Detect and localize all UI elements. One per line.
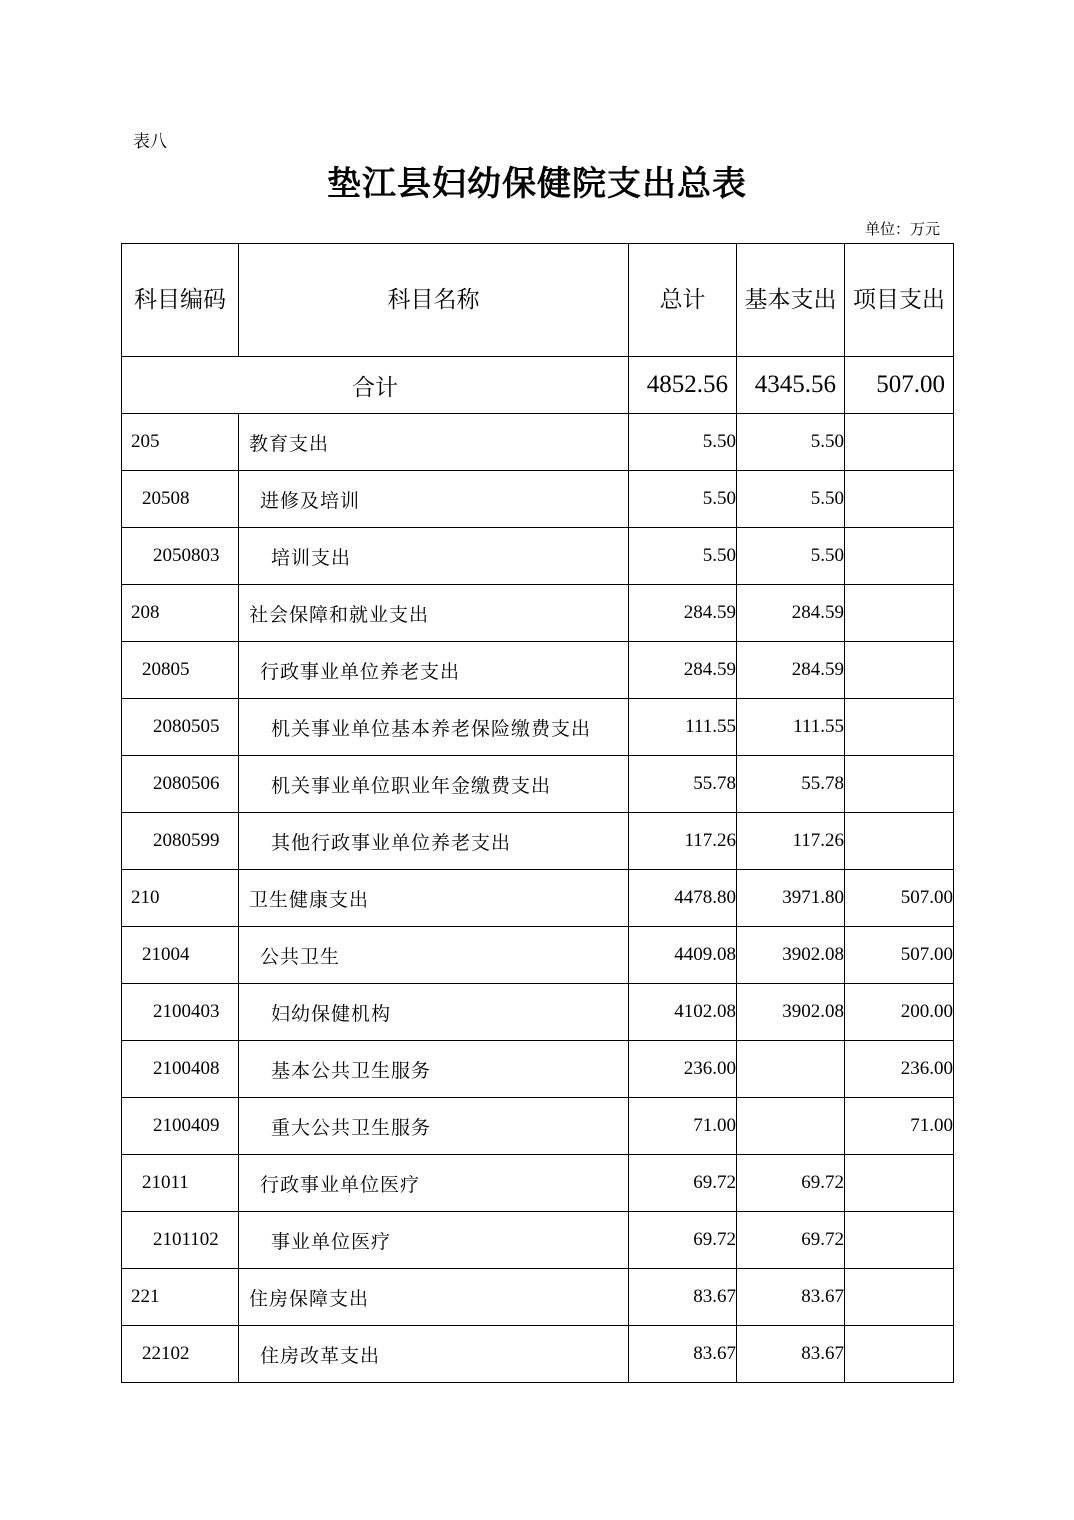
row-project: 507.00: [845, 927, 954, 984]
row-name: 重大公共卫生服务: [239, 1098, 629, 1155]
summary-basic: 4345.56: [737, 357, 845, 414]
row-code: 2080599: [122, 813, 239, 870]
document-title: 垫江县妇幼保健院支出总表: [327, 164, 747, 204]
row-total: 236.00: [629, 1041, 737, 1098]
row-total: 4409.08: [629, 927, 737, 984]
row-name: 事业单位医疗: [239, 1212, 629, 1269]
row-project: [845, 756, 954, 813]
row-total: 5.50: [629, 471, 737, 528]
row-code: 21011: [122, 1155, 239, 1212]
table-header-row: [122, 244, 954, 357]
row-basic: 3902.08: [737, 984, 845, 1041]
row-project: 236.00: [845, 1041, 954, 1098]
row-basic: [737, 1041, 845, 1098]
row-total: 71.00: [629, 1098, 737, 1155]
table-row: [122, 813, 954, 870]
table-row: [122, 414, 954, 471]
table-row: [122, 1269, 954, 1326]
row-project: [845, 471, 954, 528]
row-total: 5.50: [629, 414, 737, 471]
row-basic: 284.59: [737, 585, 845, 642]
row-code: 2100409: [122, 1098, 239, 1155]
row-code: 2100408: [122, 1041, 239, 1098]
row-total: 69.72: [629, 1155, 737, 1212]
row-project: [845, 528, 954, 585]
row-project: [845, 585, 954, 642]
row-basic: 5.50: [737, 414, 845, 471]
row-code: 22102: [122, 1326, 239, 1383]
row-total: 69.72: [629, 1212, 737, 1269]
row-name: 培训支出: [239, 528, 629, 585]
row-code: 20805: [122, 642, 239, 699]
row-total: 284.59: [629, 642, 737, 699]
row-basic: 111.55: [737, 699, 845, 756]
row-project: 200.00: [845, 984, 954, 1041]
expenditure-table: [121, 243, 954, 1383]
row-code: 21004: [122, 927, 239, 984]
row-basic: [737, 1098, 845, 1155]
table-row: [122, 1041, 954, 1098]
table-number-label: 表八: [133, 132, 167, 152]
summary-label: 合计: [122, 357, 629, 414]
row-basic: 55.78: [737, 756, 845, 813]
row-name: 公共卫生: [239, 927, 629, 984]
row-total: 83.67: [629, 1269, 737, 1326]
table-row: [122, 1098, 954, 1155]
header-total: 总计: [629, 244, 737, 357]
row-basic: 83.67: [737, 1326, 845, 1383]
header-project: 项目支出: [845, 244, 954, 357]
row-code: 210: [122, 870, 239, 927]
row-code: 221: [122, 1269, 239, 1326]
row-basic: 284.59: [737, 642, 845, 699]
header-name: 科目名称: [239, 244, 629, 357]
row-project: [845, 699, 954, 756]
row-name: 住房改革支出: [239, 1326, 629, 1383]
row-project: [845, 1269, 954, 1326]
row-basic: 117.26: [737, 813, 845, 870]
row-name: 机关事业单位基本养老保险缴费支出: [239, 699, 629, 756]
row-code: 2080505: [122, 699, 239, 756]
row-name: 行政事业单位医疗: [239, 1155, 629, 1212]
row-code: 2050803: [122, 528, 239, 585]
row-basic: 69.72: [737, 1212, 845, 1269]
row-project: [845, 1212, 954, 1269]
row-basic: 5.50: [737, 528, 845, 585]
row-basic: 5.50: [737, 471, 845, 528]
header-basic: 基本支出: [737, 244, 845, 357]
table-row: [122, 927, 954, 984]
table-row: [122, 756, 954, 813]
row-total: 111.55: [629, 699, 737, 756]
row-total: 117.26: [629, 813, 737, 870]
table-row: [122, 642, 954, 699]
row-name: 进修及培训: [239, 471, 629, 528]
row-code: 20508: [122, 471, 239, 528]
table-row: [122, 1326, 954, 1383]
row-project: [845, 813, 954, 870]
summary-row: [122, 357, 954, 414]
row-name: 教育支出: [239, 414, 629, 471]
table-row: [122, 528, 954, 585]
row-code: 2101102: [122, 1212, 239, 1269]
header-code: 科目编码: [122, 244, 239, 357]
row-project: [845, 1326, 954, 1383]
row-total: 4478.80: [629, 870, 737, 927]
table-row: [122, 984, 954, 1041]
row-basic: 3902.08: [737, 927, 845, 984]
summary-total: 4852.56: [629, 357, 737, 414]
row-name: 社会保障和就业支出: [239, 585, 629, 642]
row-basic: 83.67: [737, 1269, 845, 1326]
row-name: 行政事业单位养老支出: [239, 642, 629, 699]
row-project: [845, 414, 954, 471]
summary-project: 507.00: [845, 357, 954, 414]
row-code: 205: [122, 414, 239, 471]
table-row: [122, 699, 954, 756]
row-name: 其他行政事业单位养老支出: [239, 813, 629, 870]
row-project: [845, 1155, 954, 1212]
row-total: 83.67: [629, 1326, 737, 1383]
table-row: [122, 870, 954, 927]
table-row: [122, 471, 954, 528]
row-project: 507.00: [845, 870, 954, 927]
row-code: 2080506: [122, 756, 239, 813]
table-row: [122, 1155, 954, 1212]
row-code: 2100403: [122, 984, 239, 1041]
row-name: 住房保障支出: [239, 1269, 629, 1326]
row-basic: 3971.80: [737, 870, 845, 927]
row-total: 284.59: [629, 585, 737, 642]
row-code: 208: [122, 585, 239, 642]
row-name: 妇幼保健机构: [239, 984, 629, 1041]
row-total: 5.50: [629, 528, 737, 585]
row-name: 卫生健康支出: [239, 870, 629, 927]
row-name: 基本公共卫生服务: [239, 1041, 629, 1098]
row-total: 4102.08: [629, 984, 737, 1041]
row-project: [845, 642, 954, 699]
unit-label: 单位：万元: [864, 220, 940, 238]
row-project: 71.00: [845, 1098, 954, 1155]
row-basic: 69.72: [737, 1155, 845, 1212]
table-row: [122, 585, 954, 642]
table-row: [122, 1212, 954, 1269]
row-name: 机关事业单位职业年金缴费支出: [239, 756, 629, 813]
row-total: 55.78: [629, 756, 737, 813]
